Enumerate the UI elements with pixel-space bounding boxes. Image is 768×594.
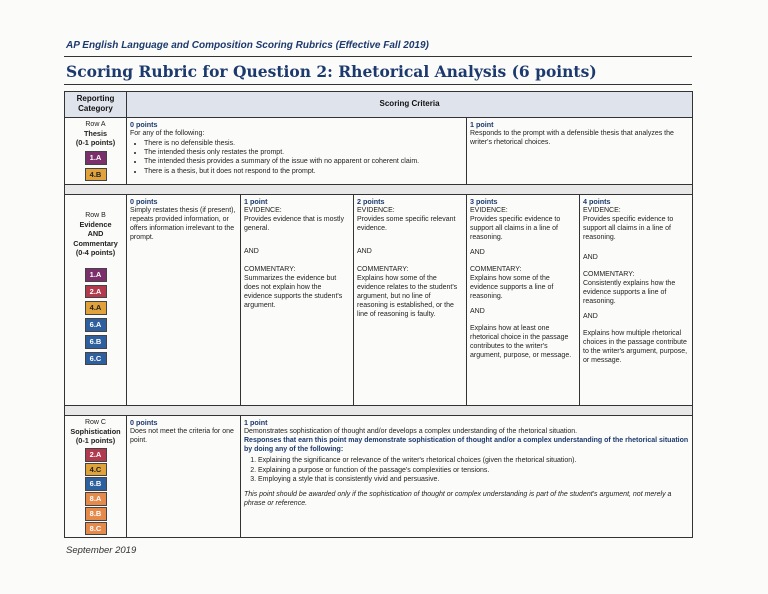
commentary-label: COMMENTARY: — [470, 265, 522, 273]
row-a — [65, 117, 693, 184]
skill-badge: 2.A — [85, 285, 107, 299]
title-rule — [64, 84, 692, 85]
row-b-two-label: 2 points — [357, 196, 385, 206]
responses-intro: Responses that earn this point may demonstrate sophistication of thought and/or a complex understanding of the rhetorical situation by doing any of the following: — [244, 437, 689, 454]
row-c-category — [65, 415, 127, 538]
evidence-label: EVIDENCE: — [244, 207, 282, 215]
skill-badge: 4.B — [85, 168, 107, 182]
evidence-text: Provides some specific relevant evidence. — [357, 216, 456, 233]
commentary-text-2: Explains how multiple rhetorical choices in the passage contribute to the writer's argument, purpose, or message. — [583, 330, 688, 365]
skill-badge: 1.A — [85, 151, 107, 165]
row-a-one-text: Responds to the prompt with a defensible thesis that analyzes the writer's rhetorical choices. — [470, 130, 674, 147]
row-a-zero-intro: For any of the following: — [130, 130, 205, 138]
commentary-text: Explains how some of the evidence supports a line of reasoning. — [470, 274, 554, 300]
skill-badge: 2.A — [85, 448, 107, 462]
row-a-label: Row A — [85, 120, 106, 128]
header-rule — [64, 56, 692, 57]
row-a-one-cell — [467, 117, 693, 184]
row-b-zero-text: Simply restates thesis (if present), repeats provided information, or offers information irrelevant to the prompt. — [130, 207, 236, 242]
row-b-zero-label: 0 points — [130, 196, 158, 206]
skill-badge: 8.B — [85, 507, 107, 521]
skill-badge: 6.B — [85, 477, 107, 491]
row-b — [65, 194, 693, 405]
row-b-label: Row B — [85, 211, 106, 219]
row-b-name: Evidence — [79, 219, 112, 229]
commentary-text: Summarizes the evidence but does not explain how the evidence supports the student's argument. — [244, 274, 343, 309]
row-b-four-label: 4 points — [583, 196, 611, 206]
reporting-category-header: Reporting Category — [65, 92, 127, 118]
skill-badge: 1.A — [85, 268, 107, 282]
skill-badge: 4.C — [85, 463, 107, 477]
and-label: AND — [357, 248, 372, 256]
list-item: • There is no defensible thesis. — [144, 139, 463, 148]
skill-badge: 6.C — [85, 352, 107, 366]
row-b-three-cell — [467, 194, 580, 405]
evidence-text: Provides specific evidence to support all claims in a line of reasoning. — [583, 216, 674, 242]
row-c-range: (0-1 points) — [75, 436, 116, 446]
rubric-table — [64, 91, 693, 538]
list-item: 1. Explaining the significance or relevance of the writer's rhetorical choices (given the rhetorical situation). — [258, 456, 689, 465]
evidence-label: EVIDENCE: — [470, 207, 508, 215]
footer-date: September 2019 — [66, 545, 137, 556]
row-c-zero-label: 0 points — [130, 417, 158, 427]
row-c-one-text: Demonstrates sophistication of thought and/or develops a complex understanding of the rhetorical situation. — [244, 428, 578, 436]
list-item: • There is a thesis, but it does not respond to the prompt. — [144, 167, 463, 176]
row-a-name: Thesis — [83, 128, 108, 138]
evidence-label: EVIDENCE: — [583, 207, 621, 215]
evidence-text: Provides evidence that is mostly general. — [244, 216, 344, 233]
row-a-one-label: 1 point — [470, 119, 494, 129]
list-item: 2. Explaining a purpose or function of the passage's complexities or tensions. — [258, 466, 689, 475]
page-title: Scoring Rubric for Question 2: Rhetorical Analysis (6 points) — [66, 62, 597, 81]
skill-badge: 6.B — [85, 335, 107, 349]
row-b-and: AND — [87, 229, 104, 239]
row-b-category — [65, 194, 127, 405]
row-a-zero-label: 0 points — [130, 119, 158, 129]
skill-badge: 4.A — [85, 301, 107, 315]
commentary-text-2: Explains how at least one rhetorical choice in the passage contributes to the writer's argument, purpose, or message. — [470, 325, 572, 360]
list-item: • The intended thesis provides a summary of the issue with no apparent or coherent claim. — [144, 157, 463, 166]
row-c-zero-text: Does not meet the criteria for one point. — [130, 428, 234, 445]
row-c-one-cell — [241, 415, 693, 538]
and-label: AND — [583, 312, 598, 320]
row-b-zero-cell — [127, 194, 241, 405]
and-label: AND — [470, 307, 485, 315]
and-label: AND — [244, 248, 259, 256]
commentary-label: COMMENTARY: — [357, 265, 409, 273]
row-b-one-cell — [241, 194, 354, 405]
row-c-label: Row C — [84, 418, 106, 426]
scoring-criteria-header: Scoring Criteria — [127, 92, 693, 118]
evidence-text: Provides specific evidence to support all claims in a line of reasoning. — [470, 216, 561, 242]
list-item: 3. Employing a style that is consistently vivid and persuasive. — [258, 475, 689, 484]
sophistication-note: This point should be awarded only if the sophistication of thought or complex understanding is part of the student's argument, not merely a phrase or reference. — [244, 490, 672, 507]
row-b-one-label: 1 point — [244, 196, 268, 206]
row-a-range: (0-1 points) — [75, 138, 116, 148]
list-item: • The intended thesis only restates the prompt. — [144, 148, 463, 157]
skill-badge: 8.C — [85, 522, 107, 536]
commentary-label: COMMENTARY: — [583, 270, 635, 278]
row-c-zero-cell — [127, 415, 241, 538]
evidence-label: EVIDENCE: — [357, 207, 395, 215]
skill-badge: 8.A — [85, 492, 107, 506]
row-b-name-2: Commentary — [73, 238, 118, 248]
row-separator — [65, 405, 693, 415]
row-c-name: Sophistication — [70, 426, 121, 436]
row-a-category — [65, 117, 127, 184]
row-c — [65, 415, 693, 538]
row-b-two-cell — [354, 194, 467, 405]
commentary-label: COMMENTARY: — [244, 265, 296, 273]
and-label: AND — [583, 253, 598, 261]
row-b-four-cell — [580, 194, 693, 405]
commentary-text: Consistently explains how the evidence supports a line of reasoning. — [583, 279, 676, 305]
and-label: AND — [470, 248, 485, 256]
row-a-zero-cell — [127, 117, 467, 184]
row-b-three-label: 3 points — [470, 196, 498, 206]
document-header: AP English Language and Composition Scoring Rubrics (Effective Fall 2019) — [66, 40, 429, 51]
row-separator — [65, 184, 693, 194]
commentary-text: Explains how some of the evidence relates to the student's argument, but no line of reasoning is established, or the line of reasoning is faulty. — [357, 274, 458, 318]
row-c-one-label: 1 point — [244, 417, 268, 427]
row-b-range: (0-4 points) — [75, 248, 116, 258]
table-header-row — [65, 92, 693, 118]
skill-badge: 6.A — [85, 318, 107, 332]
